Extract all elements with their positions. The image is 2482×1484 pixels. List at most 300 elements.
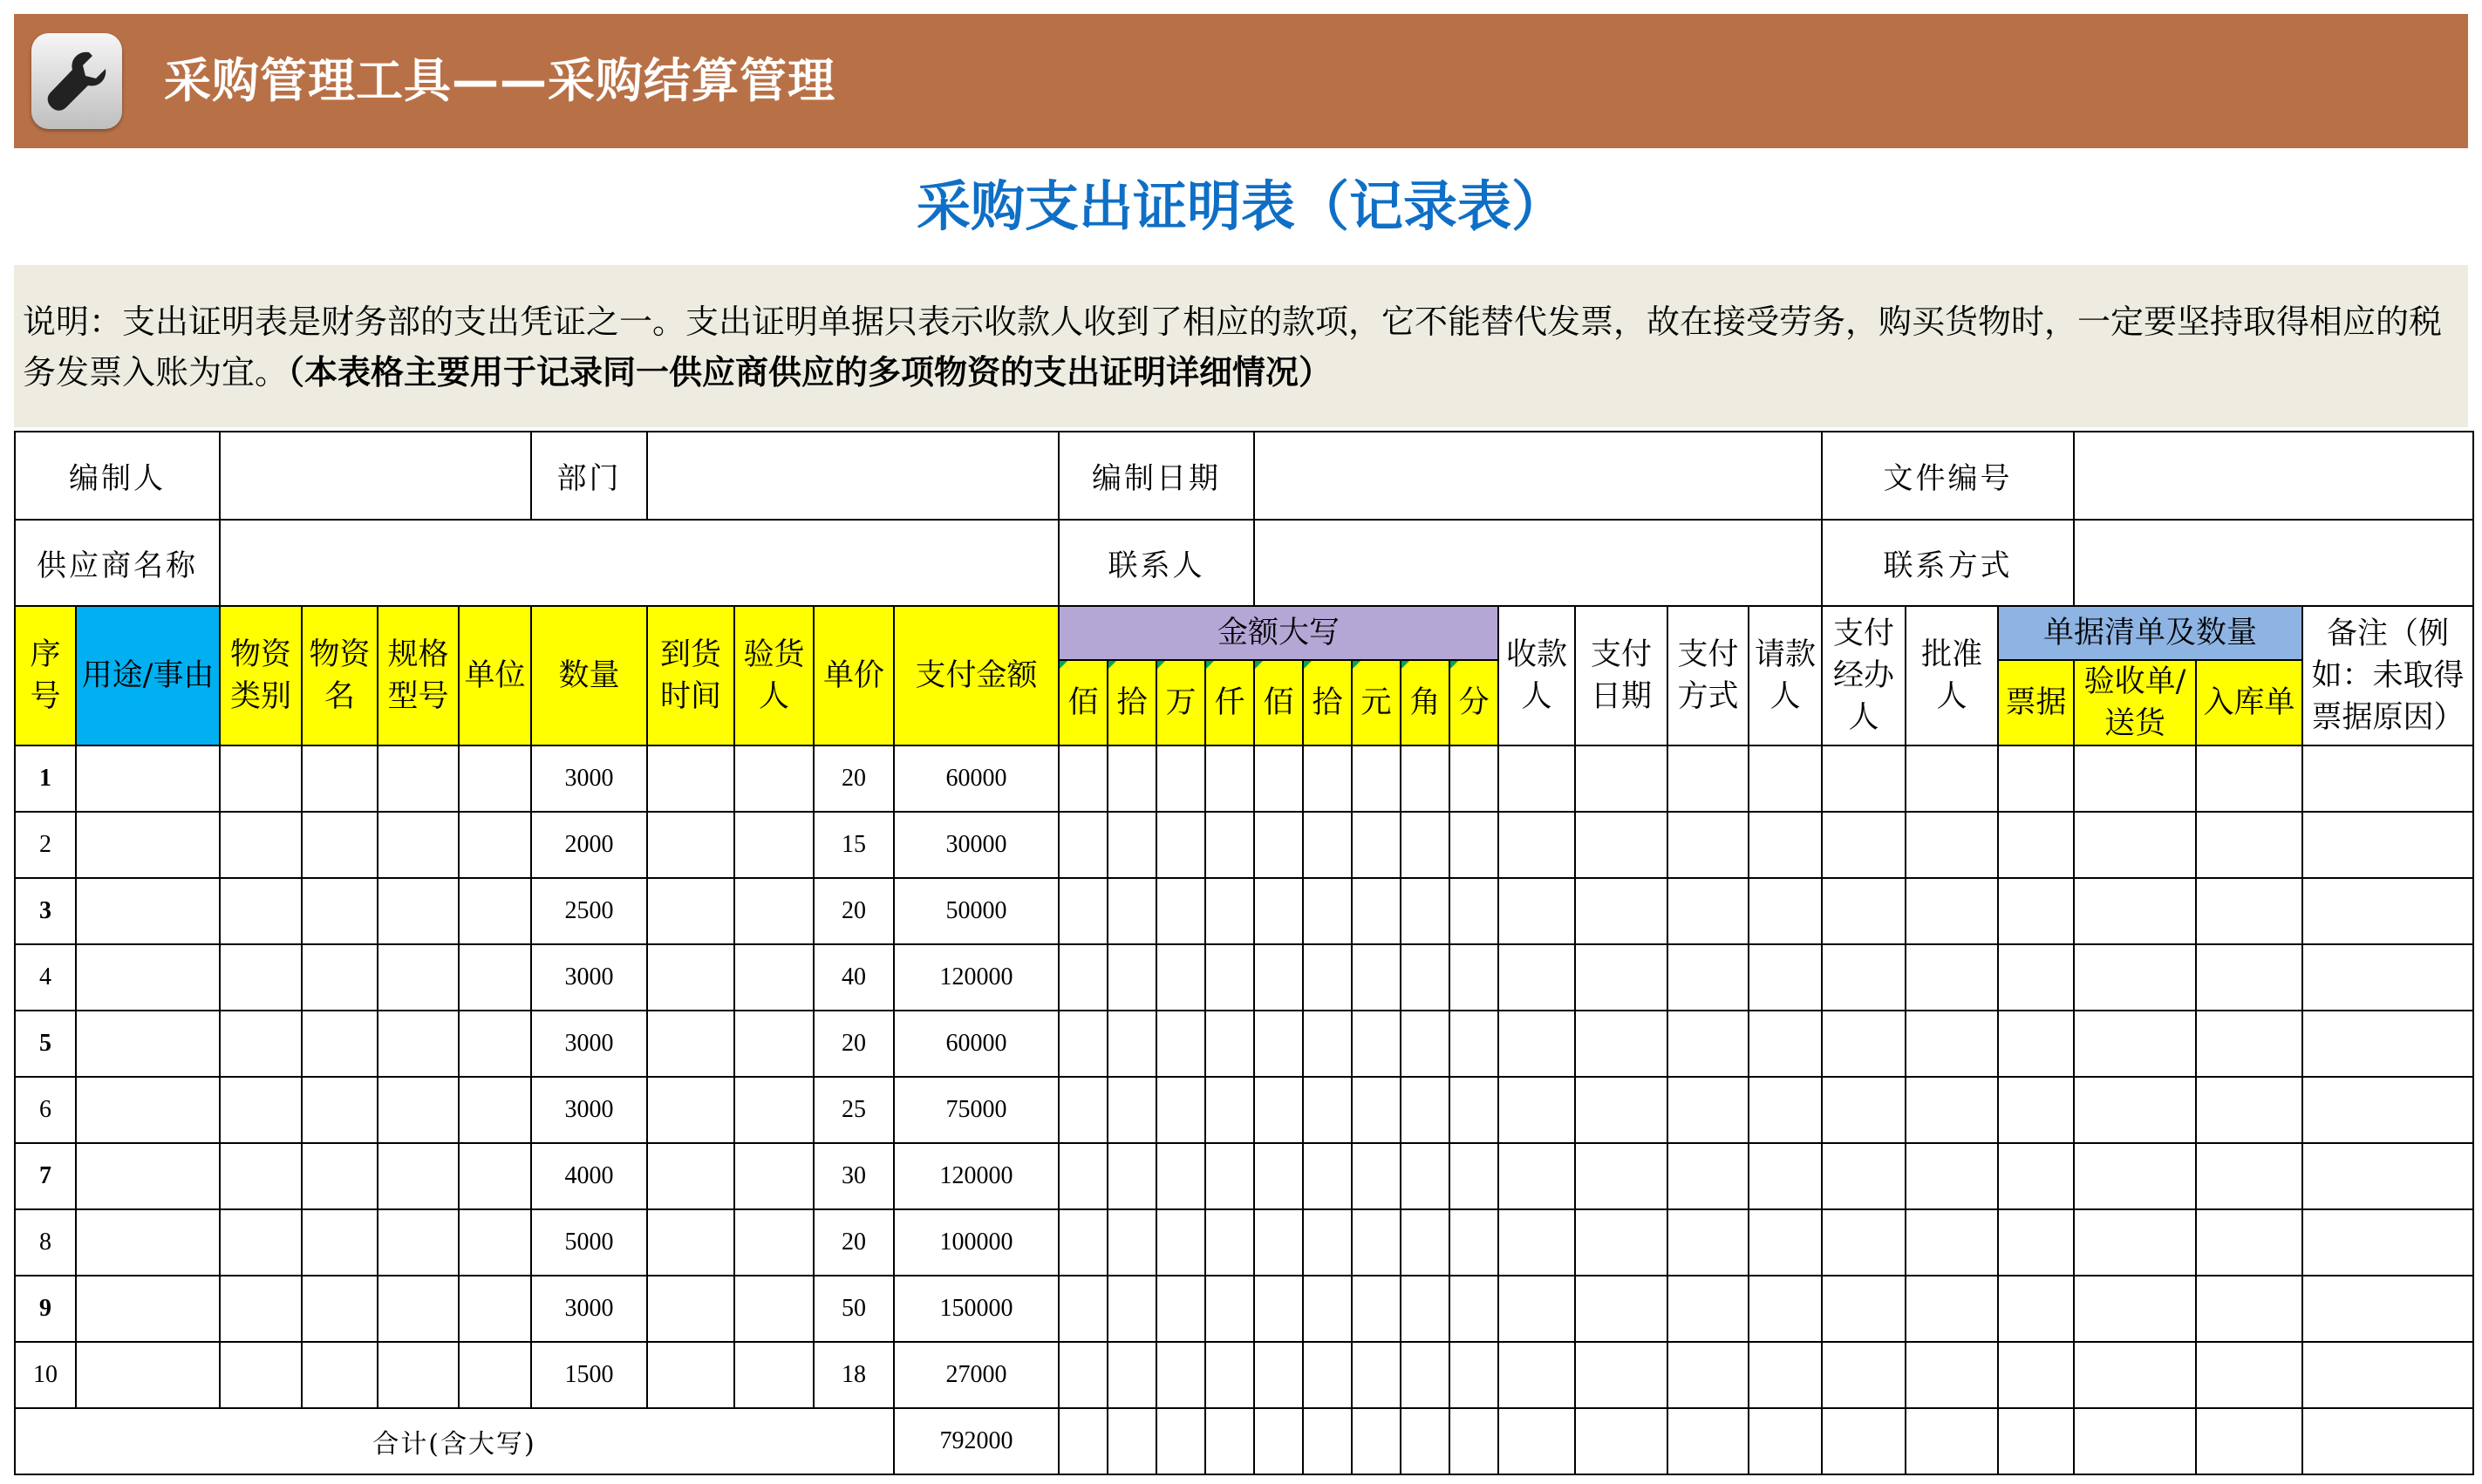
table-cell[interactable] [1303, 944, 1352, 1011]
table-cell[interactable] [1575, 1143, 1667, 1209]
row-seq[interactable]: 8 [15, 1209, 76, 1276]
table-cell[interactable] [2074, 944, 2196, 1011]
total-cell[interactable] [2302, 1408, 2473, 1474]
table-cell[interactable] [1108, 1011, 1156, 1077]
table-cell[interactable] [302, 1143, 378, 1209]
row-price[interactable]: 30 [814, 1143, 894, 1209]
table-cell[interactable] [1575, 745, 1667, 812]
table-cell[interactable] [1498, 1011, 1575, 1077]
table-cell[interactable] [1575, 944, 1667, 1011]
table-cell[interactable] [1401, 812, 1449, 878]
row-seq[interactable]: 1 [15, 745, 76, 812]
table-cell[interactable] [1575, 1209, 1667, 1276]
table-cell[interactable] [1205, 1209, 1254, 1276]
table-cell[interactable] [734, 812, 814, 878]
table-cell[interactable] [1303, 1276, 1352, 1342]
total-cell[interactable] [2074, 1408, 2196, 1474]
table-cell[interactable] [2074, 1342, 2196, 1408]
table-cell[interactable] [647, 1011, 734, 1077]
table-cell[interactable] [1998, 1276, 2074, 1342]
table-cell[interactable] [459, 1143, 531, 1209]
table-cell[interactable] [1498, 1342, 1575, 1408]
table-cell[interactable] [2302, 745, 2473, 812]
table-cell[interactable] [76, 1276, 220, 1342]
row-seq[interactable]: 3 [15, 878, 76, 944]
table-cell[interactable] [1667, 1077, 1749, 1143]
table-cell[interactable] [1498, 1276, 1575, 1342]
department-input[interactable] [647, 432, 1059, 520]
table-cell[interactable] [1303, 1011, 1352, 1077]
table-cell[interactable] [302, 1077, 378, 1143]
table-cell[interactable] [647, 745, 734, 812]
table-cell[interactable] [1352, 1209, 1401, 1276]
table-cell[interactable] [1205, 1143, 1254, 1209]
table-cell[interactable] [1108, 1209, 1156, 1276]
table-cell[interactable] [378, 1143, 459, 1209]
table-cell[interactable] [1303, 1342, 1352, 1408]
total-cell[interactable] [1575, 1408, 1667, 1474]
table-cell[interactable] [1401, 1077, 1449, 1143]
table-cell[interactable] [1449, 878, 1498, 944]
table-cell[interactable] [1498, 745, 1575, 812]
table-cell[interactable] [1822, 878, 1906, 944]
row-seq[interactable]: 5 [15, 1011, 76, 1077]
table-cell[interactable] [1059, 1342, 1108, 1408]
table-cell[interactable] [1575, 1276, 1667, 1342]
table-cell[interactable] [1303, 1077, 1352, 1143]
table-cell[interactable] [1254, 745, 1303, 812]
total-cell[interactable] [1998, 1408, 2074, 1474]
table-cell[interactable] [2302, 1342, 2473, 1408]
table-cell[interactable] [1205, 1276, 1254, 1342]
total-cell[interactable] [2196, 1408, 2302, 1474]
table-cell[interactable] [1749, 944, 1822, 1011]
table-cell[interactable] [378, 745, 459, 812]
table-cell[interactable] [1498, 878, 1575, 944]
table-cell[interactable] [2074, 1143, 2196, 1209]
table-cell[interactable] [1108, 745, 1156, 812]
table-cell[interactable] [1998, 1143, 2074, 1209]
table-cell[interactable] [1998, 1011, 2074, 1077]
table-cell[interactable] [1575, 1077, 1667, 1143]
table-cell[interactable] [1401, 1276, 1449, 1342]
table-cell[interactable] [220, 1276, 302, 1342]
row-amount[interactable]: 27000 [894, 1342, 1059, 1408]
row-amount[interactable]: 100000 [894, 1209, 1059, 1276]
table-cell[interactable] [459, 745, 531, 812]
table-cell[interactable] [220, 812, 302, 878]
row-price[interactable]: 20 [814, 878, 894, 944]
table-cell[interactable] [1156, 878, 1205, 944]
table-cell[interactable] [647, 812, 734, 878]
table-cell[interactable] [1205, 944, 1254, 1011]
table-cell[interactable] [2302, 1209, 2473, 1276]
table-cell[interactable] [1575, 878, 1667, 944]
table-cell[interactable] [1998, 745, 2074, 812]
table-cell[interactable] [1449, 944, 1498, 1011]
table-cell[interactable] [1303, 812, 1352, 878]
table-cell[interactable] [1352, 1276, 1401, 1342]
table-cell[interactable] [1449, 1276, 1498, 1342]
table-cell[interactable] [1498, 812, 1575, 878]
table-cell[interactable] [1059, 1209, 1108, 1276]
table-cell[interactable] [378, 1276, 459, 1342]
table-cell[interactable] [1156, 1276, 1205, 1342]
table-cell[interactable] [1749, 812, 1822, 878]
table-cell[interactable] [1254, 1077, 1303, 1143]
table-cell[interactable] [1449, 1011, 1498, 1077]
table-cell[interactable] [1906, 812, 1998, 878]
table-cell[interactable] [1156, 812, 1205, 878]
table-cell[interactable] [2196, 1209, 2302, 1276]
table-cell[interactable] [1998, 1077, 2074, 1143]
row-seq[interactable]: 4 [15, 944, 76, 1011]
table-cell[interactable] [2074, 1077, 2196, 1143]
wrench-icon[interactable] [31, 33, 122, 129]
table-cell[interactable] [378, 944, 459, 1011]
table-cell[interactable] [76, 878, 220, 944]
table-cell[interactable] [1749, 1342, 1822, 1408]
total-cell[interactable] [1906, 1408, 1998, 1474]
table-cell[interactable] [2196, 1143, 2302, 1209]
table-cell[interactable] [302, 1011, 378, 1077]
table-cell[interactable] [76, 1342, 220, 1408]
table-cell[interactable] [1667, 944, 1749, 1011]
table-cell[interactable] [1401, 1209, 1449, 1276]
table-cell[interactable] [1108, 1342, 1156, 1408]
row-qty[interactable]: 5000 [531, 1209, 647, 1276]
row-amount[interactable]: 50000 [894, 878, 1059, 944]
row-price[interactable]: 20 [814, 745, 894, 812]
table-cell[interactable] [1205, 1342, 1254, 1408]
contact-input[interactable] [1254, 520, 1822, 606]
table-cell[interactable] [1401, 878, 1449, 944]
table-cell[interactable] [76, 1209, 220, 1276]
row-price[interactable]: 15 [814, 812, 894, 878]
table-cell[interactable] [220, 1209, 302, 1276]
table-cell[interactable] [1254, 1276, 1303, 1342]
row-qty[interactable]: 3000 [531, 745, 647, 812]
table-cell[interactable] [1059, 745, 1108, 812]
table-cell[interactable] [302, 1342, 378, 1408]
file-no-input[interactable] [2074, 432, 2473, 520]
table-cell[interactable] [2302, 1011, 2473, 1077]
table-cell[interactable] [1254, 944, 1303, 1011]
table-cell[interactable] [302, 944, 378, 1011]
table-cell[interactable] [1303, 1209, 1352, 1276]
table-cell[interactable] [1498, 1077, 1575, 1143]
table-cell[interactable] [220, 745, 302, 812]
table-cell[interactable] [647, 944, 734, 1011]
table-cell[interactable] [1906, 1077, 1998, 1143]
row-qty[interactable]: 4000 [531, 1143, 647, 1209]
table-cell[interactable] [1059, 878, 1108, 944]
table-cell[interactable] [378, 1342, 459, 1408]
row-price[interactable]: 40 [814, 944, 894, 1011]
total-cell[interactable] [1667, 1408, 1749, 1474]
table-cell[interactable] [1205, 745, 1254, 812]
table-cell[interactable] [1205, 812, 1254, 878]
table-cell[interactable] [1254, 1342, 1303, 1408]
table-cell[interactable] [1205, 1011, 1254, 1077]
table-cell[interactable] [1749, 1143, 1822, 1209]
row-amount[interactable]: 60000 [894, 1011, 1059, 1077]
table-cell[interactable] [1998, 1209, 2074, 1276]
table-cell[interactable] [1667, 1209, 1749, 1276]
table-cell[interactable] [647, 1209, 734, 1276]
table-cell[interactable] [459, 1276, 531, 1342]
table-cell[interactable] [1449, 1143, 1498, 1209]
table-cell[interactable] [76, 745, 220, 812]
table-cell[interactable] [1498, 944, 1575, 1011]
row-amount[interactable]: 75000 [894, 1077, 1059, 1143]
table-cell[interactable] [734, 1342, 814, 1408]
supplier-input[interactable] [220, 520, 1059, 606]
table-cell[interactable] [2074, 1011, 2196, 1077]
table-cell[interactable] [459, 944, 531, 1011]
table-cell[interactable] [378, 1077, 459, 1143]
row-amount[interactable]: 150000 [894, 1276, 1059, 1342]
row-qty[interactable]: 3000 [531, 1276, 647, 1342]
table-cell[interactable] [1749, 878, 1822, 944]
table-cell[interactable] [1906, 878, 1998, 944]
table-cell[interactable] [76, 944, 220, 1011]
table-cell[interactable] [302, 812, 378, 878]
table-cell[interactable] [734, 1209, 814, 1276]
table-cell[interactable] [1906, 1143, 1998, 1209]
row-seq[interactable]: 2 [15, 812, 76, 878]
table-cell[interactable] [1108, 812, 1156, 878]
table-cell[interactable] [1449, 1209, 1498, 1276]
table-cell[interactable] [2302, 944, 2473, 1011]
table-cell[interactable] [1667, 1011, 1749, 1077]
table-cell[interactable] [1352, 745, 1401, 812]
table-cell[interactable] [76, 1011, 220, 1077]
total-digit-cell[interactable] [1303, 1408, 1352, 1474]
row-qty[interactable]: 3000 [531, 1011, 647, 1077]
table-cell[interactable] [2302, 1077, 2473, 1143]
table-cell[interactable] [2074, 745, 2196, 812]
table-cell[interactable] [1254, 878, 1303, 944]
table-cell[interactable] [1156, 1342, 1205, 1408]
table-cell[interactable] [1575, 1342, 1667, 1408]
row-amount[interactable]: 120000 [894, 1143, 1059, 1209]
table-cell[interactable] [1352, 1077, 1401, 1143]
table-cell[interactable] [1575, 812, 1667, 878]
table-cell[interactable] [647, 1342, 734, 1408]
table-cell[interactable] [220, 1143, 302, 1209]
total-digit-cell[interactable] [1449, 1408, 1498, 1474]
total-cell[interactable] [1498, 1408, 1575, 1474]
table-cell[interactable] [302, 745, 378, 812]
total-digit-cell[interactable] [1108, 1408, 1156, 1474]
table-cell[interactable] [2302, 1143, 2473, 1209]
table-cell[interactable] [1254, 1011, 1303, 1077]
table-cell[interactable] [76, 1143, 220, 1209]
table-cell[interactable] [1059, 1011, 1108, 1077]
table-cell[interactable] [2074, 1209, 2196, 1276]
table-cell[interactable] [220, 944, 302, 1011]
table-cell[interactable] [1401, 1011, 1449, 1077]
row-amount[interactable]: 60000 [894, 745, 1059, 812]
table-cell[interactable] [1998, 878, 2074, 944]
table-cell[interactable] [1749, 1077, 1822, 1143]
table-cell[interactable] [1667, 745, 1749, 812]
table-cell[interactable] [1667, 1143, 1749, 1209]
table-cell[interactable] [1906, 1276, 1998, 1342]
table-cell[interactable] [1449, 1342, 1498, 1408]
table-cell[interactable] [1156, 1077, 1205, 1143]
date-input[interactable] [1254, 432, 1822, 520]
table-cell[interactable] [1906, 1209, 1998, 1276]
total-digit-cell[interactable] [1401, 1408, 1449, 1474]
table-cell[interactable] [1906, 745, 1998, 812]
table-cell[interactable] [1822, 944, 1906, 1011]
table-cell[interactable] [2196, 1342, 2302, 1408]
table-cell[interactable] [2196, 745, 2302, 812]
table-cell[interactable] [378, 812, 459, 878]
table-cell[interactable] [2074, 812, 2196, 878]
row-qty[interactable]: 2500 [531, 878, 647, 944]
row-qty[interactable]: 3000 [531, 1077, 647, 1143]
row-price[interactable]: 50 [814, 1276, 894, 1342]
table-cell[interactable] [1822, 1011, 1906, 1077]
table-cell[interactable] [302, 1276, 378, 1342]
table-cell[interactable] [734, 1276, 814, 1342]
table-cell[interactable] [2196, 1077, 2302, 1143]
total-digit-cell[interactable] [1254, 1408, 1303, 1474]
table-cell[interactable] [1205, 878, 1254, 944]
table-cell[interactable] [378, 878, 459, 944]
table-cell[interactable] [1906, 1011, 1998, 1077]
table-cell[interactable] [1156, 745, 1205, 812]
table-cell[interactable] [2196, 878, 2302, 944]
table-cell[interactable] [220, 878, 302, 944]
table-cell[interactable] [2196, 944, 2302, 1011]
table-cell[interactable] [1449, 812, 1498, 878]
row-price[interactable]: 20 [814, 1011, 894, 1077]
table-cell[interactable] [2196, 1276, 2302, 1342]
table-cell[interactable] [302, 878, 378, 944]
contact-method-input[interactable] [2074, 520, 2473, 606]
table-cell[interactable] [1667, 1276, 1749, 1342]
table-cell[interactable] [302, 1209, 378, 1276]
table-cell[interactable] [1749, 1276, 1822, 1342]
table-cell[interactable] [459, 1209, 531, 1276]
table-cell[interactable] [1822, 1276, 1906, 1342]
table-cell[interactable] [1822, 1342, 1906, 1408]
table-cell[interactable] [1998, 944, 2074, 1011]
table-cell[interactable] [459, 1011, 531, 1077]
table-cell[interactable] [1998, 812, 2074, 878]
table-cell[interactable] [1749, 745, 1822, 812]
table-cell[interactable] [378, 1209, 459, 1276]
table-cell[interactable] [1667, 812, 1749, 878]
row-qty[interactable]: 1500 [531, 1342, 647, 1408]
table-cell[interactable] [1667, 878, 1749, 944]
table-cell[interactable] [1254, 1209, 1303, 1276]
table-cell[interactable] [1254, 1143, 1303, 1209]
table-cell[interactable] [1401, 1143, 1449, 1209]
table-cell[interactable] [1156, 1209, 1205, 1276]
table-cell[interactable] [1059, 1143, 1108, 1209]
table-cell[interactable] [2302, 812, 2473, 878]
table-cell[interactable] [2302, 878, 2473, 944]
row-qty[interactable]: 3000 [531, 944, 647, 1011]
table-cell[interactable] [1303, 1143, 1352, 1209]
table-cell[interactable] [459, 1342, 531, 1408]
row-price[interactable]: 18 [814, 1342, 894, 1408]
table-cell[interactable] [1498, 1209, 1575, 1276]
table-cell[interactable] [1749, 1209, 1822, 1276]
row-price[interactable]: 20 [814, 1209, 894, 1276]
table-cell[interactable] [2074, 878, 2196, 944]
table-cell[interactable] [1749, 1011, 1822, 1077]
table-cell[interactable] [1822, 1209, 1906, 1276]
table-cell[interactable] [1205, 1077, 1254, 1143]
table-cell[interactable] [1667, 1342, 1749, 1408]
table-cell[interactable] [378, 1011, 459, 1077]
table-cell[interactable] [1906, 1342, 1998, 1408]
table-cell[interactable] [1352, 878, 1401, 944]
table-cell[interactable] [647, 1143, 734, 1209]
total-cell[interactable] [1822, 1408, 1906, 1474]
table-cell[interactable] [76, 812, 220, 878]
table-cell[interactable] [1449, 745, 1498, 812]
table-cell[interactable] [1254, 812, 1303, 878]
table-cell[interactable] [1822, 745, 1906, 812]
table-cell[interactable] [1156, 1143, 1205, 1209]
table-cell[interactable] [1059, 1077, 1108, 1143]
table-cell[interactable] [1352, 1011, 1401, 1077]
table-cell[interactable] [734, 1143, 814, 1209]
table-cell[interactable] [220, 1011, 302, 1077]
row-price[interactable]: 25 [814, 1077, 894, 1143]
row-seq[interactable]: 10 [15, 1342, 76, 1408]
row-qty[interactable]: 2000 [531, 812, 647, 878]
table-cell[interactable] [1352, 1143, 1401, 1209]
table-cell[interactable] [647, 1077, 734, 1143]
table-cell[interactable] [1822, 1143, 1906, 1209]
table-cell[interactable] [1449, 1077, 1498, 1143]
table-cell[interactable] [1401, 1342, 1449, 1408]
table-cell[interactable] [220, 1077, 302, 1143]
table-cell[interactable] [1108, 1143, 1156, 1209]
table-cell[interactable] [2074, 1276, 2196, 1342]
total-digit-cell[interactable] [1059, 1408, 1108, 1474]
table-cell[interactable] [647, 878, 734, 944]
table-cell[interactable] [1352, 812, 1401, 878]
table-cell[interactable] [734, 878, 814, 944]
table-cell[interactable] [1352, 944, 1401, 1011]
table-cell[interactable] [1822, 1077, 1906, 1143]
table-cell[interactable] [1352, 1342, 1401, 1408]
table-cell[interactable] [1575, 1011, 1667, 1077]
row-seq[interactable]: 9 [15, 1276, 76, 1342]
table-cell[interactable] [220, 1342, 302, 1408]
row-amount[interactable]: 120000 [894, 944, 1059, 1011]
total-digit-cell[interactable] [1156, 1408, 1205, 1474]
table-cell[interactable] [1498, 1143, 1575, 1209]
table-cell[interactable] [2196, 1011, 2302, 1077]
table-cell[interactable] [1108, 1077, 1156, 1143]
table-cell[interactable] [1156, 944, 1205, 1011]
table-cell[interactable] [1906, 944, 1998, 1011]
table-cell[interactable] [1303, 878, 1352, 944]
table-cell[interactable] [734, 1011, 814, 1077]
table-cell[interactable] [1156, 1011, 1205, 1077]
table-cell[interactable] [459, 812, 531, 878]
